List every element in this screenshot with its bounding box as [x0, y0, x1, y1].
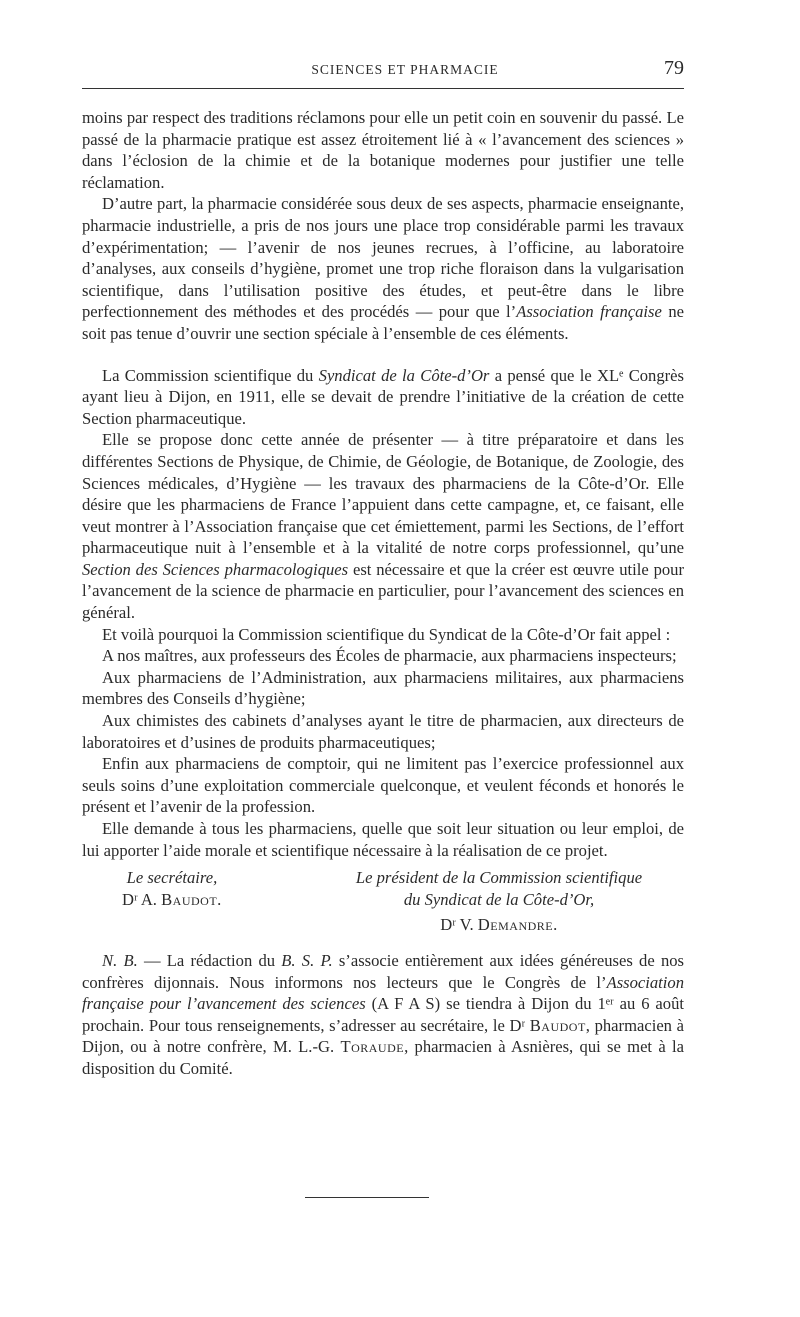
paragraph-7: Aux pharmaciens de l’Administration, aux pharmaciens militaires, aux pharmaciens membres des Conseils d’hygiène;: [82, 667, 684, 709]
secretary-title: Dʳ A.: [122, 889, 162, 909]
paragraph-1: moins par respect des traditions réclamons pour elle un petit coin en souvenir du passé. Le passé de la pharmacie pratique est assez étroitement lié à « l’avancement des sciences » dans l’éclosion de la chimie et de la botanique modernes pour justifier une telle réclamation.: [82, 108, 684, 192]
paragraph-2-text-b: ne soit pas tenue d’ouvrir une section spéciale à l’ensemble de ces éléments.: [82, 302, 685, 343]
note-text-1: — La rédaction du: [137, 950, 282, 970]
paragraph-6: A nos maîtres, aux professeurs des Écoles de pharmacie, aux pharmaciens inspecteurs;: [102, 646, 677, 666]
note-gap: [82, 936, 684, 950]
president-name-line: [314, 914, 684, 936]
paragraph-2-italic: Association française: [516, 302, 662, 322]
secretary-name: Baudot.: [161, 889, 222, 909]
note-label: N. B.: [102, 950, 138, 970]
page-body: [82, 107, 684, 1080]
paragraph-9: Enfin aux pharmaciens de comptoir, qui ne limitent pas l’exercice professionnel aux seuls soins d’une exploitation commerciale quelconque, et veulent féconds et honorés le présent et l’avenir de la profession.: [82, 754, 684, 817]
paragraph-3: [82, 365, 684, 430]
paragraph-4: [82, 429, 684, 623]
paragraph-4-text-b: est nécessaire et que la créer est œuvre utile pour l’avancement de la science de pharmacie en particulier, pour l’avancement des sciences en général.: [82, 559, 684, 623]
note-journal-abbrev: B. S. P.: [281, 950, 333, 970]
note-association-name: Association française pour l’avancement des sciences: [82, 972, 684, 1014]
paragraph-3-italic: Syndicat de la Côte-d’Or: [318, 365, 490, 385]
note-text-5: , pharmacien à Asnières, qui se met à la disposition du Comité.: [82, 1037, 685, 1078]
paragraph-5: Et voilà pourquoi la Commission scientifique du Syndicat de la Côte-d’Or fait appel :: [102, 624, 671, 644]
page-number: 79: [664, 57, 684, 79]
signature-block: [82, 867, 684, 936]
note-name-baudot: Baudot: [529, 1015, 586, 1035]
paragraph-2-text-a: D’autre part, la pharmacie considérée sous deux de ses aspects, pharmacie enseignante, pharmacie industrielle, a pris de nos jours une place trop considérable parmi les travaux d’expérimentation; — l’avenir de nos jeunes recrues, à l’officine, au laboratoire d’analyses, aux conseils d’hygiène, promet une trop riche floraison dans la vulgarisation scientifique, dans l’utilisation positive des études, et peut-être dans le libre perfectionnement des méthodes et des procédés — pour que l’: [82, 194, 684, 322]
president-name: Demandre.: [477, 915, 558, 935]
president-role-line-2: du Syndicat de la Côte-d’Or,: [403, 889, 595, 909]
section-gap: [82, 345, 684, 365]
end-rule: [305, 1197, 429, 1198]
president-role-line-1: Le président de la Commission scientifique: [355, 868, 643, 888]
note-text-2: s’associe entièrement aux idées généreuses de nos confrères dijonnais. Nous informons nos lecteurs que le Congrès de l’: [82, 950, 684, 992]
paragraph-8: Aux chimistes des cabinets d’analyses ayant le titre de pharmacien, aux directeurs de laboratoires et d’usines de produits pharmaceutiques;: [82, 711, 684, 752]
signature-secretary: [82, 867, 222, 936]
paragraph-4-italic: Section des Sciences pharmacologiques: [82, 559, 349, 579]
note-text-3: (A F A S) se tiendra à Dijon du 1ᵉʳ au 6 août prochain. Pour tous renseignements, s’adresser au secrétaire, le Dʳ: [82, 994, 684, 1035]
header-rule: [82, 88, 684, 89]
editorial-note: [82, 950, 684, 1080]
note-text-4: , pharmacien à Dijon, ou à notre confrère, M. L.-G.: [82, 1015, 684, 1057]
secretary-role: Le secrétaire,: [126, 868, 218, 888]
paragraph-3-text-b: a pensé que le XLᵉ Congrès ayant lieu à Dijon, en 1911, elle se devait de prendre l’initiative de la création de cette Section pharmaceutique.: [82, 365, 684, 428]
secretary-name-line: [122, 889, 222, 911]
paragraph-2: [82, 193, 684, 344]
paragraph-10: Elle demande à tous les pharmaciens, quelle que soit leur situation ou leur emploi, de lui apporter l’aide morale et scientifique nécessaire à la réalisation de ce projet.: [82, 819, 684, 860]
running-title: SCIENCES ET PHARMACIE: [311, 62, 499, 77]
paragraph-3-text-a: La Commission scientifique du: [102, 365, 319, 385]
president-title: Dʳ V.: [440, 915, 478, 935]
paragraph-4-text-a: Elle se propose donc cette année de présenter — à titre préparatoire et dans les différentes Sections de Physique, de Chimie, de Géologie, de Botanique, de Zoologie, des Sciences médicales, d’Hygiène — les travaux des pharmaciens de la Côte-d’Or. Elle désire que les pharmaciens de France l’appuient dans cette campagne, et, ce faisant, elle veut montrer à l’Association française que cet émiettement, parmi les Sections, de l’effort pharmaceutique nuit à l’ensemble et à la vitalité de notre corps professionnel, qu’une: [82, 430, 684, 558]
note-name-toraude: Toraude: [340, 1037, 405, 1057]
signature-president: [314, 867, 684, 936]
